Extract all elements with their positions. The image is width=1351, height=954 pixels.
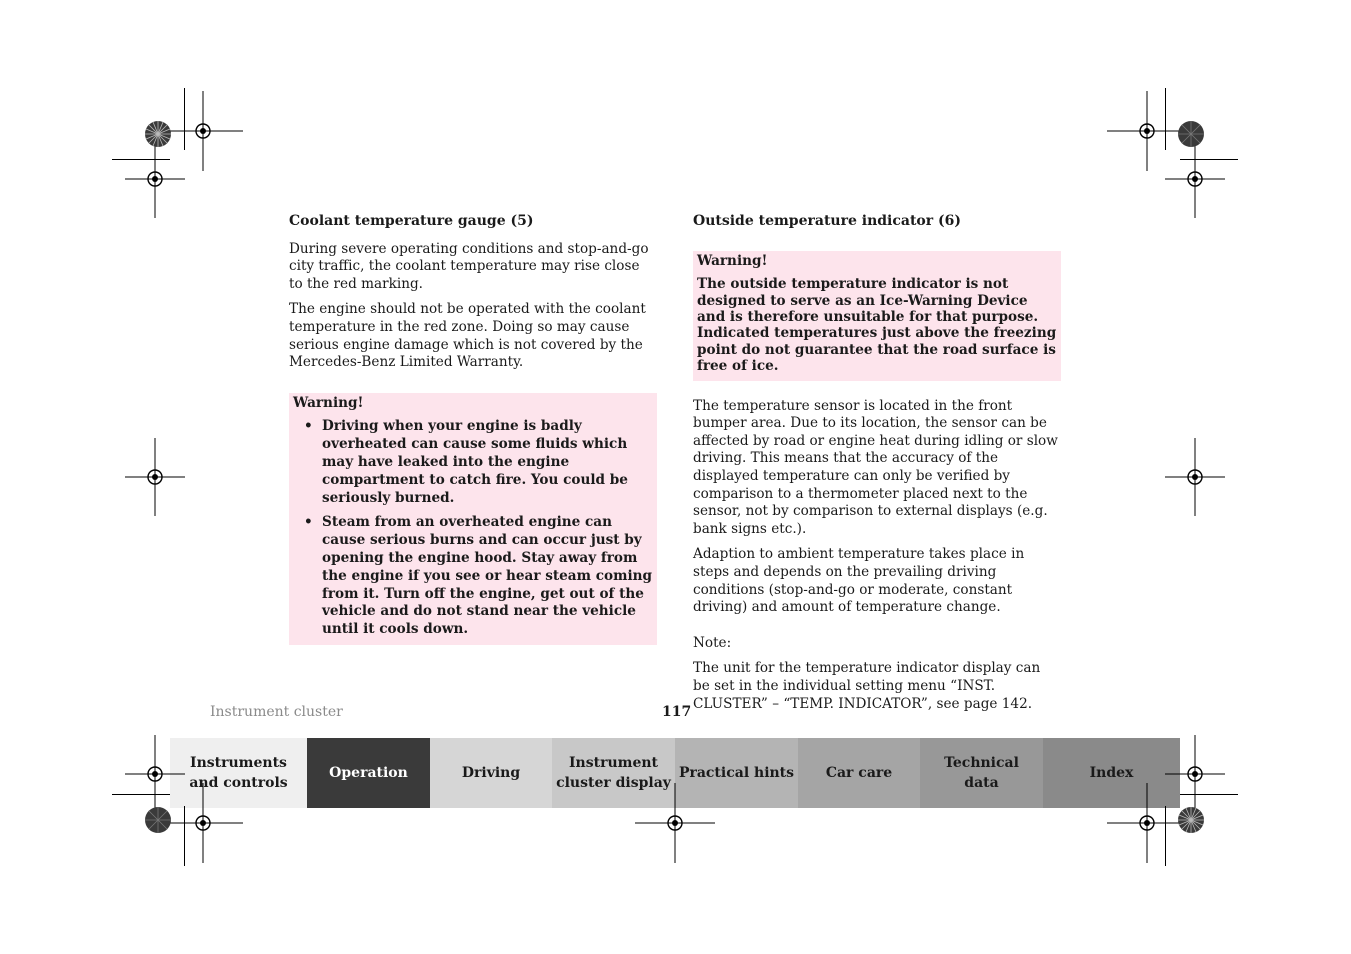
registration-mark-icon — [163, 783, 243, 863]
tab-label: Car care — [825, 765, 893, 781]
star-target-icon — [144, 806, 172, 834]
tab-label: Instruments — [190, 755, 287, 771]
registration-mark-icon — [635, 783, 715, 863]
outside-temp-warning-title: Warning! — [697, 252, 768, 269]
tab-car-care[interactable] — [798, 738, 920, 808]
tab-label: Operation — [329, 765, 408, 781]
tab-label: Driving — [461, 765, 521, 781]
bullet-icon: • — [304, 418, 313, 435]
tab-label: Instrument — [569, 755, 658, 771]
tab-label: Practical hints — [678, 765, 795, 781]
coolant-heading: Coolant temperature gauge (5) — [289, 213, 534, 229]
tab-label: cluster display — [556, 775, 671, 791]
note-text: The unit for the temperature indicator display can be set in the individual setting menu “INST. CLUSTER” – “TEMP. INDICATOR”, see page 142. — [693, 660, 1041, 712]
coolant-warning-box — [289, 393, 657, 645]
registration-mark-icon — [125, 140, 185, 218]
tab-label: and controls — [189, 775, 288, 791]
right-column — [693, 213, 1061, 721]
registration-mark-icon — [1165, 438, 1225, 516]
tab-label: Index — [1089, 765, 1134, 781]
outside-temp-warning-text: The outside temperature indicator is not designed to serve as an Ice-Warning Device and is therefore unsuitable for that purpose. Indicated temperatures just above the freezing point do not guarantee that the road surface is free of ice. — [697, 276, 1057, 375]
coolant-warning-text-1: Driving when your engine is badly overheated can cause some fluids which may have leaked into the engine compartment to catch fire. You could be seriously burned. — [322, 418, 628, 506]
star-target-icon — [144, 120, 172, 148]
tab-label: data — [964, 775, 999, 791]
outside-temp-warning-box — [693, 251, 1061, 381]
footer-section-title: Instrument cluster — [210, 704, 343, 720]
star-target-icon — [1177, 806, 1205, 834]
coolant-paragraph-1: During severe operating conditions and stop-and-go city traffic, the coolant temperature may rise close to the red marking. — [289, 240, 649, 292]
star-target-icon — [1177, 120, 1205, 148]
coolant-warning-title: Warning! — [293, 394, 364, 411]
tab-technical-data[interactable] — [920, 738, 1043, 808]
coolant-warning-text-2: Steam from an overheated engine can cause serious burns and can occur just by opening the engine hood. Stay away from the engine if you see or hear steam coming from it. Turn off the engine, get out of the vehicle and do not stand near the vehicle until it cools down. — [322, 514, 653, 638]
outside-temp-heading: Outside temperature indicator (6) — [693, 213, 961, 229]
left-column — [289, 213, 657, 645]
coolant-warning-list — [293, 418, 653, 639]
registration-mark-icon — [1107, 783, 1187, 863]
coolant-warning-item — [293, 418, 653, 507]
coolant-warning-item — [293, 514, 653, 639]
outside-temp-paragraph-1: The temperature sensor is located in the front bumper area. Due to its location, the sensor can be affected by road or engine heat during idling or slow driving. This means that the accuracy of the displayed temperature can only be verified by comparison to a thermometer placed next to the sensor, not by comparison to external displays (e.g. bank signs etc.). — [693, 397, 1058, 537]
tab-driving[interactable] — [430, 738, 552, 808]
bullet-icon: • — [304, 514, 313, 531]
registration-mark-icon — [1165, 140, 1225, 218]
registration-mark-icon — [125, 438, 185, 516]
page-number: 117 — [662, 704, 692, 720]
outside-temp-paragraph-2: Adaption to ambient temperature takes place in steps and depends on the prevailing driving conditions (stop-and-go or moderate, constant driving) and amount of temperature change. — [693, 546, 1025, 616]
note-label: Note: — [693, 634, 732, 651]
tab-operation[interactable] — [307, 738, 430, 808]
tab-label: Technical — [944, 755, 1019, 771]
coolant-paragraph-2: The engine should not be operated with the coolant temperature in the red zone. Doing so may cause serious engine damage which is not covered by the Mercedes-Benz Limited Warranty. — [289, 301, 646, 371]
